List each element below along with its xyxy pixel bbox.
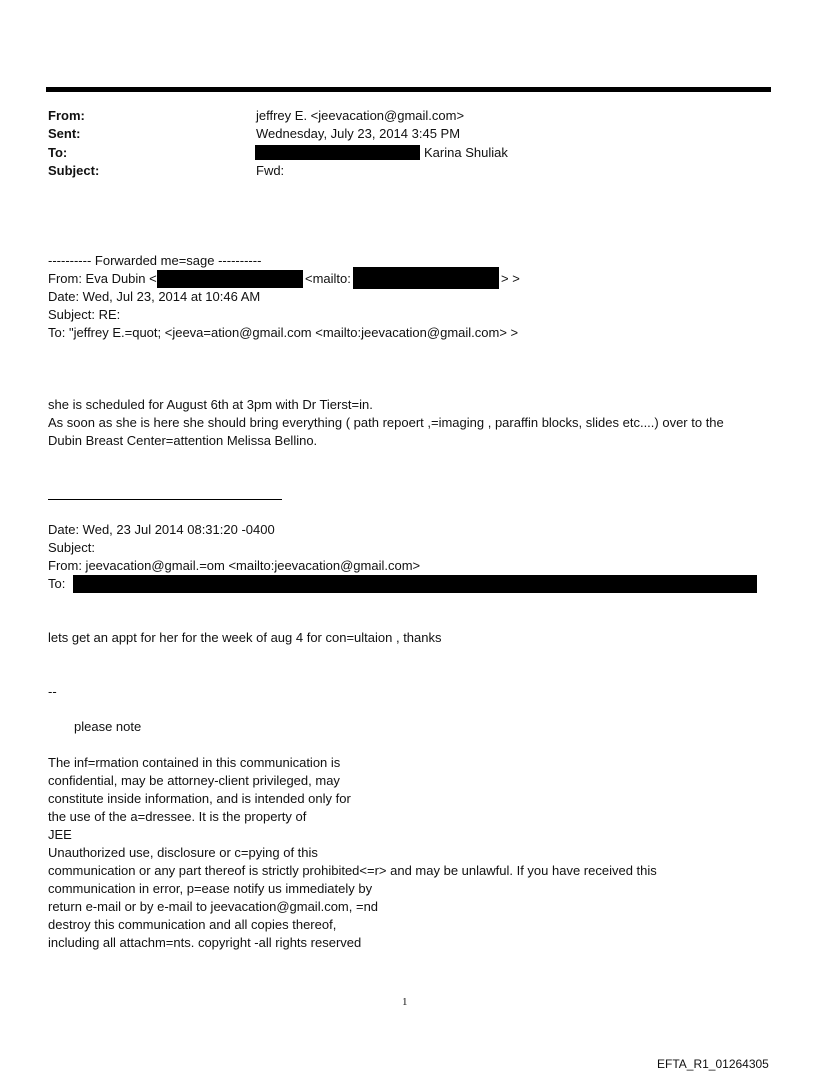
- body-line-1: she is scheduled for August 6th at 3pm with Dr Tierst=in.: [48, 397, 373, 412]
- subject-label: Subject:: [48, 163, 100, 178]
- please-note: please note: [74, 719, 142, 734]
- from-value: jeffrey E. <jeevacation@gmail.com>: [256, 108, 465, 123]
- forwarded-from-prefix: From: Eva Dubin <: [48, 271, 157, 286]
- forwarded-date: Date: Wed, Jul 23, 2014 at 10:46 AM: [48, 289, 261, 304]
- body-line-2: As soon as she is here she should bring everything ( path repoert ,=imaging , paraffin blocks, slides etc....) over to the: [48, 415, 724, 430]
- body-2: lets get an appt for her for the week of aug 4 for con=ultaion , thanks: [48, 630, 442, 645]
- disclaimer-line: communication or any part thereof is strictly prohibited<=r> and may be unlawful. If you have received this: [48, 863, 657, 878]
- forwarded-from-redaction-2: [353, 267, 499, 289]
- signature-dash: --: [48, 684, 57, 699]
- from-label: From:: [48, 108, 85, 123]
- forwarded-subject: Subject: RE:: [48, 307, 121, 322]
- forwarded-banner: ---------- Forwarded me=sage ----------: [48, 253, 262, 268]
- disclaimer-line: destroy this communication and all copies thereof,: [48, 917, 337, 932]
- to-label: To:: [48, 145, 68, 160]
- original-subject: Subject:: [48, 540, 95, 555]
- subject-value: Fwd:: [256, 163, 285, 178]
- original-date: Date: Wed, 23 Jul 2014 08:31:20 -0400: [48, 522, 275, 537]
- original-from: From: jeevacation@gmail.=om <mailto:jeevacation@gmail.com>: [48, 558, 421, 573]
- page-number: 1: [402, 996, 408, 1008]
- original-to-redaction: [73, 575, 757, 593]
- original-to: To:: [48, 576, 66, 591]
- to-redaction: [255, 145, 420, 160]
- disclaimer-line: The inf=rmation contained in this communication is: [48, 755, 341, 770]
- forwarded-from-mailto: <mailto:: [305, 271, 351, 286]
- document-id: EFTA_R1_01264305: [657, 1057, 769, 1071]
- forwarded-from-suffix: > >: [501, 271, 520, 286]
- separator-rule: [48, 499, 282, 500]
- forwarded-from-redaction-1: [157, 270, 303, 288]
- sent-value: Wednesday, July 23, 2014 3:45 PM: [256, 126, 461, 141]
- disclaimer-line: communication in error, p=ease notify us immediately by: [48, 881, 373, 896]
- disclaimer-line: constitute inside information, and is intended only for: [48, 791, 351, 806]
- disclaimer-line: Unauthorized use, disclosure or c=pying of this: [48, 845, 318, 860]
- top-rule: [46, 87, 771, 92]
- sent-label: Sent:: [48, 126, 81, 141]
- disclaimer-line: the use of the a=dressee. It is the property of: [48, 809, 307, 824]
- disclaimer-line: confidential, may be attorney-client privileged, may: [48, 773, 340, 788]
- body-line-3: Dubin Breast Center=attention Melissa Bellino.: [48, 433, 318, 448]
- disclaimer-line: including all attachm=nts. copyright -all rights reserved: [48, 935, 362, 950]
- disclaimer-line: return e-mail or by e-mail to jeevacation@gmail.com, =nd: [48, 899, 379, 914]
- to-value: Karina Shuliak: [424, 145, 508, 160]
- forwarded-to: To: "jeffrey E.=quot; <jeeva=ation@gmail.com <mailto:jeevacation@gmail.com> >: [48, 325, 519, 340]
- disclaimer-line: JEE: [48, 827, 72, 842]
